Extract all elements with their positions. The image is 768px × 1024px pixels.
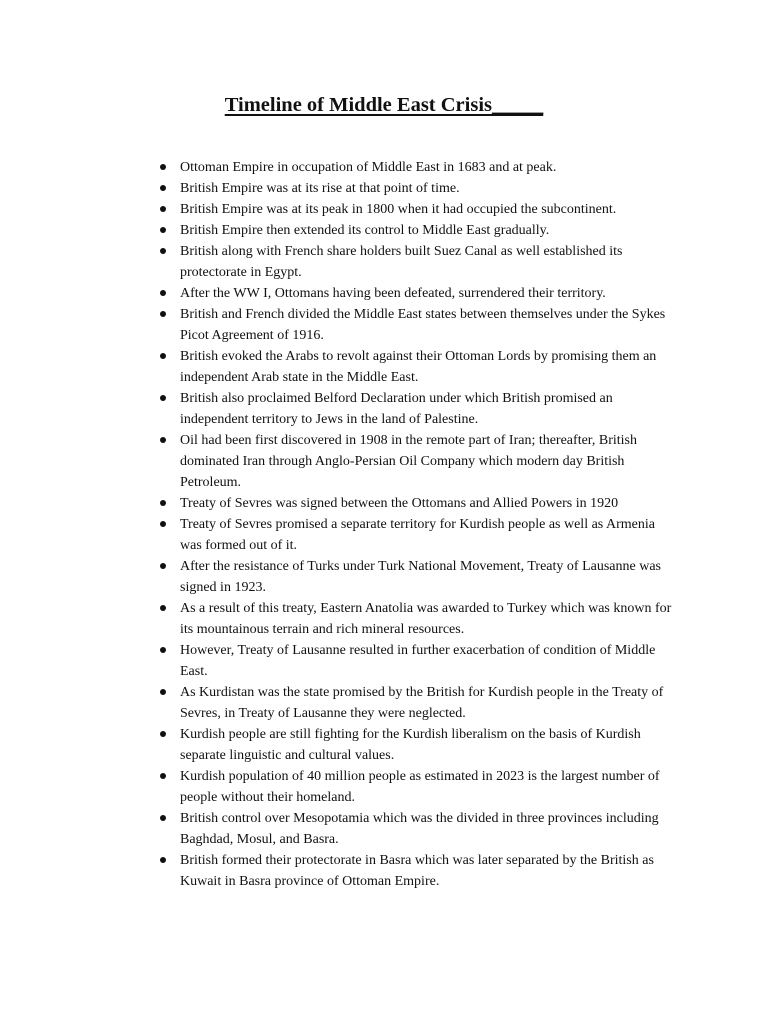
bullet-dot-icon [160,773,166,779]
bullet-text: Oil had been first discovered in 1908 in the remote part of Iran; thereafter, British dominated Iran through Anglo-Persian Oil Company which modern day British Petroleum. [180,433,638,490]
bullet-dot-icon [160,689,166,695]
bullet-text: After the resistance of Turks under Turk National Movement, Treaty of Lausanne was signed in 1923. [180,559,661,595]
bullet-dot-icon [160,815,166,821]
bullet-item [160,514,680,556]
bullet-dot-icon [160,353,166,359]
bullet-item [160,199,680,220]
bullet-text: British Empire was at its rise at that point of time. [180,181,460,196]
bullet-text: British formed their protectorate in Basra which was later separated by the British as Kuwait in Basra province of Ottoman Empire. [180,853,654,889]
bullet-item [160,493,680,514]
bullet-dot-icon [160,605,166,611]
bullet-item [160,283,680,304]
bullet-dot-icon [160,500,166,506]
bullet-dot-icon [160,248,166,254]
bullet-text: After the WW I, Ottomans having been defeated, surrendered their territory. [180,286,606,301]
bullet-dot-icon [160,290,166,296]
bullet-dot-icon [160,311,166,317]
bullet-text: British also proclaimed Belford Declaration under which British promised an independent territory to Jews in the land of Palestine. [180,391,613,427]
bullet-text: British evoked the Arabs to revolt against their Ottoman Lords by promising them an independent Arab state in the Middle East. [180,349,657,385]
bullet-text: However, Treaty of Lausanne resulted in further exacerbation of condition of Middle East. [180,643,656,679]
bullet-text: British and French divided the Middle East states between themselves under the Sykes Picot Agreement of 1916. [180,307,666,343]
bullet-item [160,640,680,682]
bullet-dot-icon [160,521,166,527]
bullet-text: Kurdish people are still fighting for the Kurdish liberalism on the basis of Kurdish separate linguistic and cultural values. [180,727,641,763]
bullet-dot-icon [160,395,166,401]
bullet-text: British Empire then extended its control to Middle East gradually. [180,223,550,238]
bullet-list [160,157,680,892]
bullet-item [160,808,680,850]
bullet-item [160,724,680,766]
bullet-item [160,430,680,493]
bullet-text: British along with French share holders built Suez Canal as well established its protectorate in Egypt. [180,244,623,280]
bullet-item [160,304,680,346]
bullet-text: Kurdish population of 40 million people as estimated in 2023 is the largest number of people without their homeland. [180,769,660,805]
bullet-text: British control over Mesopotamia which was the divided in three provinces including Baghdad, Mosul, and Basra. [180,811,659,847]
bullet-text: Treaty of Sevres was signed between the Ottomans and Allied Powers in 1920 [180,496,619,511]
bullet-dot-icon [160,647,166,653]
bullet-item [160,556,680,598]
bullet-dot-icon [160,227,166,233]
bullet-item [160,157,680,178]
bullet-text: Treaty of Sevres promised a separate territory for Kurdish people as well as Armenia was formed out of it. [180,517,655,553]
bullet-item [160,178,680,199]
bullet-dot-icon [160,437,166,443]
bullet-dot-icon [160,185,166,191]
bullet-dot-icon [160,206,166,212]
bullet-dot-icon [160,857,166,863]
bullet-item [160,682,680,724]
bullet-text: British Empire was at its peak in 1800 when it had occupied the subcontinent. [180,202,617,217]
bullet-text: As Kurdistan was the state promised by the British for Kurdish people in the Treaty of Sevres, in Treaty of Lausanne they were neglected. [180,685,664,721]
bullet-dot-icon [160,164,166,170]
bullet-item [160,388,680,430]
bullet-dot-icon [160,563,166,569]
bullet-text: As a result of this treaty, Eastern Anatolia was awarded to Turkey which was known for its mountainous terrain and rich mineral resources. [180,601,672,637]
bullet-text: Ottoman Empire in occupation of Middle East in 1683 and at peak. [180,160,557,175]
document-title: Timeline of Middle East Crisis_____ [224,94,544,116]
bullet-item [160,766,680,808]
bullet-dot-icon [160,731,166,737]
bullet-item [160,241,680,283]
bullet-item [160,598,680,640]
bullet-item [160,346,680,388]
bullet-item [160,220,680,241]
bullet-item [160,850,680,892]
